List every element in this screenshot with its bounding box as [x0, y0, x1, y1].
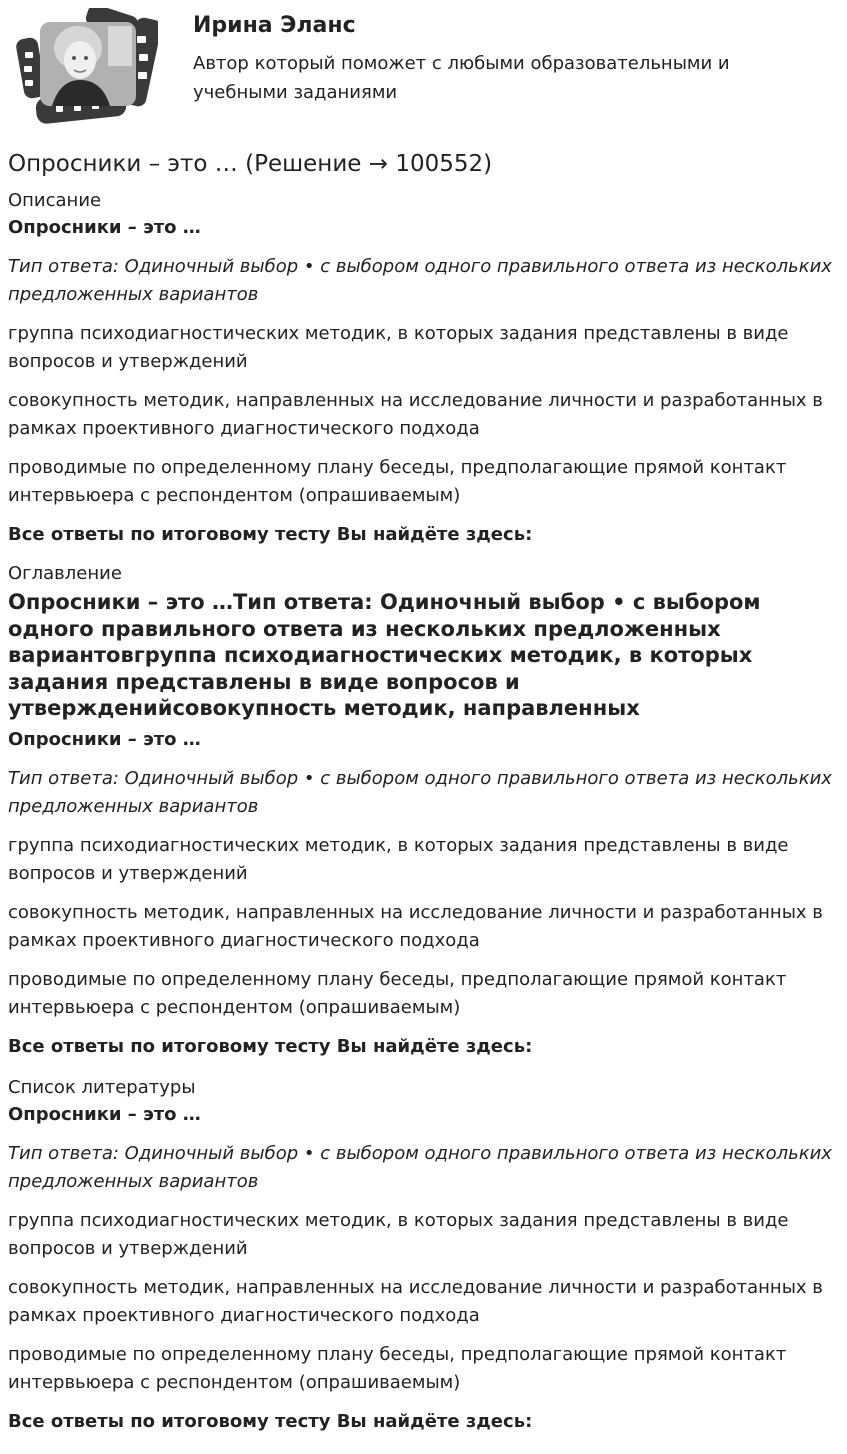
author-name: Ирина Эланс: [193, 13, 356, 38]
references-section: [8, 1075, 839, 1436]
author-avatar: [16, 8, 158, 126]
answer-option: проводимые по определенному плану беседы, предполагающие прямой контакт интервьюера с респондентом (опрашиваемым): [8, 457, 787, 506]
answer-option: группа психодиагностических методик, в которых задания представлены в виде вопросов и утверждений: [8, 1210, 789, 1259]
answer-option: совокупность методик, направленных на исследование личности и разработанных в рамках проективного диагностического подхода: [8, 390, 823, 439]
toc-heading: Опросники – это …Тип ответа: Одиночный выбор • с выбором одного правильного ответа из нескольких предложенных вариантовгруппа психодиагностических методик, в которых задания представлены в виде вопросов и утвержденийсовокупность методик, направленных: [8, 590, 761, 720]
answers-note: Все ответы по итоговому тесту Вы найдёте здесь:: [8, 1035, 533, 1057]
answers-note: Все ответы по итоговому тесту Вы найдёте здесь:: [8, 524, 533, 545]
question-title: Опросники – это …: [8, 217, 201, 238]
answer-option: проводимые по определенному плану беседы, предполагающие прямой контакт интервьюера с респондентом (опрашиваемым): [8, 968, 787, 1018]
description-label: Описание: [8, 190, 102, 211]
page-title: Опросники – это … (Решение → 100552): [8, 151, 493, 177]
answers-note: Все ответы по итоговому тесту Вы найдёте здесь:: [8, 1411, 533, 1432]
toc-label: Оглавление: [8, 563, 122, 584]
answer-type: Тип ответа: Одиночный выбор • с выбором одного правильного ответа из нескольких предложенных вариантов: [8, 767, 832, 817]
answer-option: проводимые по определенному плану беседы, предполагающие прямой контакт интервьюера с респондентом (опрашиваемым): [8, 1344, 787, 1393]
author-description: Автор который поможет с любыми образовательными и учебными заданиями: [193, 53, 730, 103]
toc-section: [8, 561, 839, 1061]
answer-option: группа психодиагностических методик, в которых задания представлены в виде вопросов и утверждений: [8, 834, 789, 884]
author-block: [8, 0, 839, 140]
question-title: Опросники – это …: [8, 728, 201, 750]
answer-type: Тип ответа: Одиночный выбор • с выбором одного правильного ответа из нескольких предложенных вариантов: [8, 1143, 832, 1192]
description-section: [8, 188, 839, 549]
answer-option: совокупность методик, направленных на исследование личности и разработанных в рамках проективного диагностического подхода: [8, 901, 823, 951]
question-title: Опросники – это …: [8, 1104, 201, 1125]
answer-option: группа психодиагностических методик, в которых задания представлены в виде вопросов и утверждений: [8, 323, 789, 372]
answer-type: Тип ответа: Одиночный выбор • с выбором одного правильного ответа из нескольких предложенных вариантов: [8, 256, 832, 305]
answer-option: совокупность методик, направленных на исследование личности и разработанных в рамках проективного диагностического подхода: [8, 1277, 823, 1326]
references-label: Список литературы: [8, 1077, 196, 1098]
